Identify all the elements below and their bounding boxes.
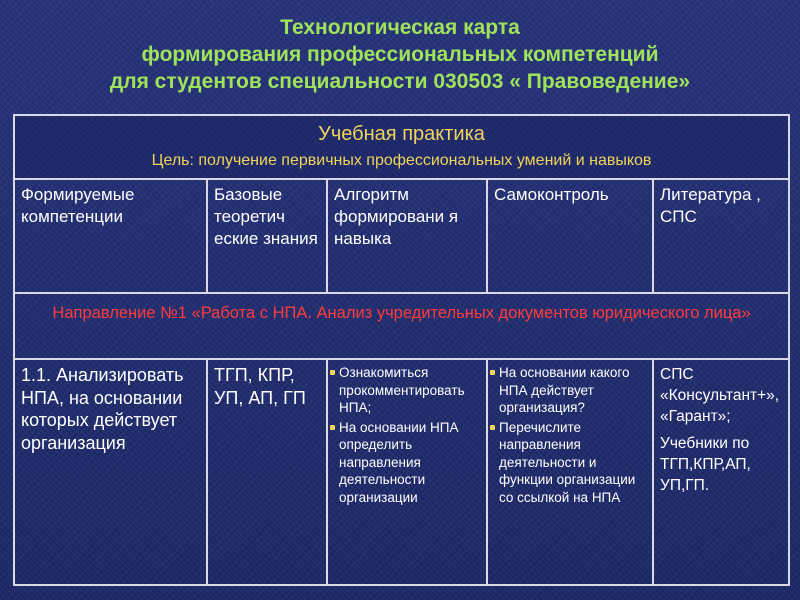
column-header-literature: Литература , СПС: [653, 179, 789, 293]
title-line-2: формирования профессиональных компетенций: [141, 43, 659, 66]
practice-goal: Цель: получение первичных профессиональных умений и навыков: [151, 152, 652, 169]
column-header-algorithm: Алгоритм формировани я навыка: [327, 179, 487, 293]
practice-title: Учебная практика: [318, 123, 485, 145]
column-header-competences: Формируемые компетенции: [14, 179, 207, 293]
literature-line-1: СПС «Консультант+», «Гарант»;: [660, 366, 780, 425]
column-headers-row: [14, 179, 789, 293]
knowledge-cell: ТГП, КПР, УП, АП, ГП: [207, 359, 327, 585]
direction-row: [14, 293, 789, 359]
title-line-1: Технологическая карта: [280, 16, 520, 39]
literature-line-2: Учебники по ТГП,КПР,АП, УП,ГП.: [660, 435, 751, 494]
competence-cell: 1.1. Анализировать НПА, на основании которых действует организация: [14, 359, 207, 585]
competency-table: [13, 114, 790, 586]
list-item: На основании НПА определить направления деятельности организации: [333, 419, 482, 507]
selfcontrol-cell: [487, 359, 653, 585]
list-item: Ознакомиться прокомментировать НПА;: [333, 364, 482, 417]
list-item: На основании какого НПА действует организация?: [493, 364, 648, 417]
literature-cell: [653, 359, 789, 585]
direction-text: Направление №1 «Работа с НПА. Анализ учредительных документов юридического лица»: [14, 293, 789, 359]
column-header-knowledge: Базовые теоретич еские знания: [207, 179, 327, 293]
slide-title: [0, 14, 800, 95]
column-header-selfcontrol: Самоконтроль: [487, 179, 653, 293]
list-item: Перечислите направления деятельности и функции организации со ссылкой на НПА: [493, 419, 648, 507]
title-line-3: для студентов специальности 030503 « Правоведение»: [109, 70, 691, 93]
table-header-row: [14, 115, 789, 179]
bullet-icon: [490, 425, 495, 430]
algorithm-cell: [327, 359, 487, 585]
bullet-icon: [490, 370, 495, 375]
practice-header-cell: [14, 115, 789, 179]
table-row: [14, 359, 789, 585]
bullet-icon: [330, 370, 335, 375]
bullet-icon: [330, 425, 335, 430]
